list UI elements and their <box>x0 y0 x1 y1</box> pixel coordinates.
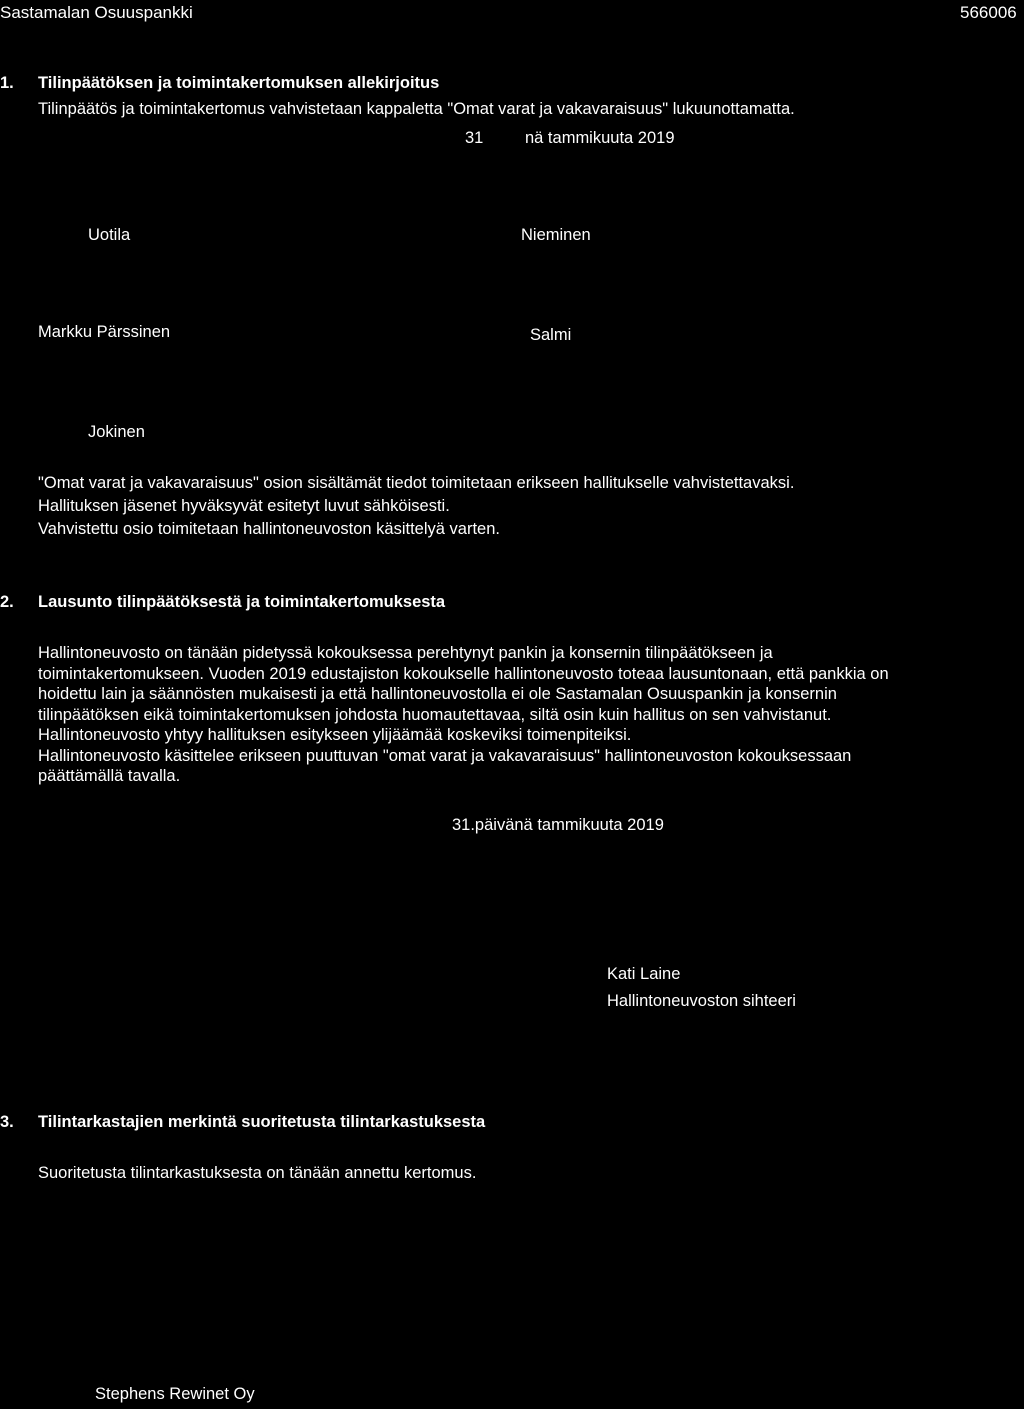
section-2-statement <box>38 643 889 787</box>
section-1-date-text: nä tammikuuta 2019 <box>525 129 675 147</box>
section-1-notes <box>38 472 794 540</box>
signer-name: Jokinen <box>88 423 145 441</box>
section-3-text: Suoritetusta tilintarkastuksesta on tänään annettu kertomus. <box>38 1164 477 1182</box>
section-3-title: Tilintarkastajien merkintä suoritetusta tilintarkastuksesta <box>38 1113 486 1131</box>
note-line: Vahvistettu osio toimitetaan hallintoneuvoston käsittelyä varten. <box>38 519 500 538</box>
auditor-name: Stephens Rewinet Oy <box>95 1385 255 1403</box>
statement-line: Hallintoneuvosto käsittelee erikseen puuttuvan "omat varat ja vakavaraisuus" hallintoneuvoston kokouksessaan <box>38 746 852 765</box>
section-1-number: 1. <box>0 74 14 92</box>
statement-line: tilinpäätöksen eikä toimintakertomuksen johdosta huomautettavaa, siltä osin kuin hallitus on sen vahvistanut. <box>38 705 832 724</box>
statement-line: päättämällä tavalla. <box>38 767 181 785</box>
section-1-date-day: 31 <box>465 129 484 147</box>
signer-name: Markku Pärssinen <box>38 323 171 341</box>
section-1-intro: Tilinpäätös ja toimintakertomus vahvistetaan kappaletta "Omat varat ja vakavaraisuus" lukuunottamatta. <box>38 100 795 118</box>
note-line: "Omat varat ja vakavaraisuus" osion sisältämät tiedot toimitetaan erikseen hallitukselle vahvistettavaksi. <box>38 474 795 492</box>
bank-name: Sastamalan Osuuspankki <box>0 3 193 22</box>
signer-name: Nieminen <box>521 226 591 244</box>
secretary-name: Kati Laine <box>607 965 681 983</box>
statement-line: Hallintoneuvosto yhtyy hallituksen esitykseen ylijäämää koskeviksi toimenpiteiksi. <box>38 726 632 744</box>
document-number: 566006 <box>960 3 1017 22</box>
section-2-date: 31.päivänä tammikuuta 2019 <box>452 816 664 834</box>
secretary-title: Hallintoneuvoston sihteeri <box>607 992 796 1010</box>
statement-line: hoidettu lain ja säännösten mukaisesti ja että hallintoneuvostolla ei ole Sastamalan Osuuspankin ja konsernin <box>38 685 837 703</box>
signer-name: Uotila <box>88 226 131 244</box>
section-3-number: 3. <box>0 1113 14 1131</box>
statement-line: toimintakertomukseen. Vuoden 2019 edustajiston kokoukselle hallintoneuvosto toteaa lausuntonaan, että pankkia on <box>38 664 889 683</box>
section-2-title: Lausunto tilinpäätöksestä ja toimintakertomuksesta <box>38 593 446 611</box>
signer-name: Salmi <box>530 326 572 344</box>
section-2-number: 2. <box>0 593 14 611</box>
statement-line: Hallintoneuvosto on tänään pidetyssä kokouksessa perehtynyt pankin ja konsernin tilinpäätökseen ja <box>38 644 773 662</box>
note-line: Hallituksen jäsenet hyväksyvät esitetyt luvut sähköisesti. <box>38 496 450 515</box>
section-1-title: Tilinpäätöksen ja toimintakertomuksen allekirjoitus <box>38 74 440 92</box>
